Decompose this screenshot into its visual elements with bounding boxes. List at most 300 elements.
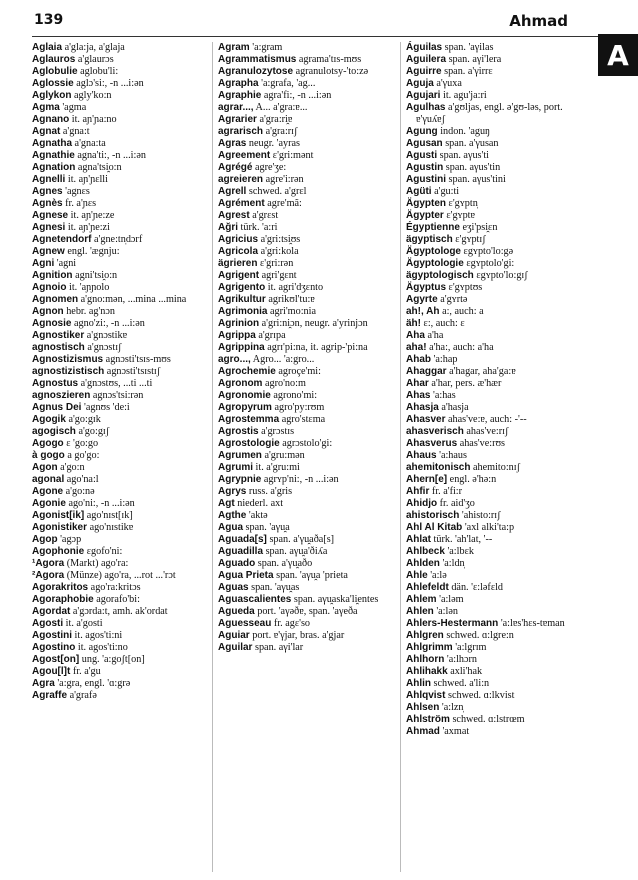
dictionary-entry [218, 126, 393, 138]
dictionary-entry [218, 486, 393, 498]
entry-headword: agnostisch [32, 342, 85, 353]
entry-pronunciation: agra'fi:, -n ...i:ən [261, 90, 332, 101]
dictionary-entry [218, 54, 393, 66]
entry-pronunciation: a'gri:ni̯ɔn, neugr. a'yrinjɔn [259, 318, 368, 329]
entry-headword: agnostizistisch [32, 366, 105, 377]
entry-pronunciation: ago'ra:kritɔs [88, 582, 141, 593]
entry-headword: Agnesi [32, 222, 66, 233]
entry-headword: Agon [32, 462, 58, 473]
entry-pronunciation: a'gra:rɪʃ [263, 126, 298, 137]
dictionary-entry [218, 510, 393, 522]
dictionary-entry [32, 198, 207, 210]
entry-pronunciation: a'grɔstɪs [258, 426, 295, 437]
entry-pronunciation: a'gri:tsi̯ʊs [258, 234, 301, 245]
entry-headword: ahistorisch [406, 510, 460, 521]
dictionary-entry [218, 558, 393, 570]
dictionary-entry [406, 306, 591, 318]
entry-headword: Agnatha [32, 138, 72, 149]
entry-headword: Agronomie [218, 390, 271, 401]
entry-pronunciation: 'a:has [430, 390, 456, 401]
entry-pronunciation: fr. agɛ'so [271, 618, 311, 629]
entry-headword: Agrapha [218, 78, 259, 89]
entry-headword: Agnew [32, 246, 65, 257]
entry-pronunciation: a'gru:mən [261, 450, 305, 461]
dictionary-entry [218, 114, 393, 126]
dictionary-entry [32, 306, 207, 318]
entry-pronunciation: agri'mo:nia [267, 306, 316, 317]
entry-pronunciation: span. 'aγu̯a [243, 522, 290, 533]
entry-pronunciation: axli'hak [447, 666, 483, 677]
entry-headword: Aguada[s] [218, 534, 267, 545]
dictionary-entry [406, 654, 591, 666]
entry-pronunciation: agno'zi:, -n ...i:ən [71, 318, 145, 329]
entry-headword: Agrammatismus [218, 54, 297, 65]
entry-headword: Ahab [406, 354, 431, 365]
entry-headword: Ägypten [406, 198, 446, 209]
dictionary-entry [406, 498, 591, 510]
dictionary-entry [218, 186, 393, 198]
entry-pronunciation: Agro... 'a:gro... [250, 354, 315, 365]
entry-pronunciation: span. 'aγu̯as [248, 582, 300, 593]
entry-pronunciation: span. a'γusan [442, 138, 499, 149]
dictionary-entry [32, 450, 207, 462]
entry-headword: Ahar [406, 378, 429, 389]
entry-pronunciation: a'hagar, aha'ga:ɐ [446, 366, 516, 377]
entry-headword: ah!, Ah [406, 306, 440, 317]
entry-pronunciation: aglɔ'si:, -n ...i:ən [73, 78, 144, 89]
entry-pronunciation: span. aγus'ti [437, 150, 490, 161]
entry-pronunciation: 'axl alki'ta:p [462, 522, 515, 533]
entry-headword: Ahlhorn [406, 654, 445, 665]
entry-headword: Aglobulie [32, 66, 78, 77]
entry-pronunciation: (Markt) ago'ra: [64, 558, 129, 569]
dictionary-entry [32, 222, 207, 234]
dictionary-entry [406, 294, 591, 306]
dictionary-entry [406, 186, 591, 198]
entry-pronunciation: fr. aid'ʒo [437, 498, 475, 509]
dictionary-entry [32, 570, 207, 582]
entry-pronunciation: 'a:lzn̩ [439, 702, 464, 713]
entry-pronunciation: 'a:gram [249, 42, 283, 53]
dictionary-entry [32, 102, 207, 114]
entry-headword: Agung [406, 126, 438, 137]
running-head: Ahmad [509, 12, 568, 30]
entry-headword: Ahlqvist [406, 690, 446, 701]
entry-headword: Agordat [32, 606, 71, 617]
entry-headword: Agnat [32, 126, 61, 137]
entry-headword: Égyptienne [406, 222, 460, 233]
dictionary-entry [406, 402, 591, 414]
dictionary-entry [406, 102, 591, 126]
entry-headword: Agreement [218, 150, 271, 161]
dictionary-entry [218, 546, 393, 558]
entry-headword: Agrégé [218, 162, 253, 173]
dictionary-entry [32, 186, 207, 198]
entry-pronunciation: it. aɲ'ɲe:ze [68, 210, 115, 221]
entry-pronunciation: 'a:grafa, 'ag... [258, 78, 316, 89]
entry-pronunciation: agly'ko:n [71, 90, 112, 101]
entry-pronunciation: agro'stɛma [279, 414, 326, 425]
dictionary-entry [406, 558, 591, 570]
dictionary-entry [406, 390, 591, 402]
entry-pronunciation: 'agɔp [57, 534, 82, 545]
entry-headword: Agrest [218, 210, 250, 221]
entry-pronunciation: 'agma [59, 102, 87, 113]
entry-headword: Agophonie [32, 546, 85, 557]
entry-pronunciation: ɛ 'go:go [63, 438, 99, 449]
entry-pronunciation: a'gne:tn̩dɔrf [91, 234, 143, 245]
entry-pronunciation: schwed. a'grɛl [246, 186, 307, 197]
entry-headword: Agras [218, 138, 247, 149]
entry-pronunciation: agrɔstolo'gi: [279, 438, 333, 449]
entry-pronunciation: A... a'gra:ɐ... [253, 102, 308, 113]
entry-headword: Agraphie [218, 90, 262, 101]
entry-headword: ahasverisch [406, 426, 464, 437]
entry-pronunciation: it. aɲ'ɲa:no [69, 114, 117, 125]
entry-pronunciation: span. aγi'lera [446, 54, 502, 65]
entry-pronunciation: 'a:lɐs'hɛs-tɐman [498, 618, 565, 629]
dictionary-entry [406, 198, 591, 210]
dictionary-entry [32, 402, 207, 414]
entry-headword: Agram [218, 42, 250, 53]
dictionary-entry [32, 414, 207, 426]
entry-headword: Aguiar [218, 630, 250, 641]
dictionary-entry [32, 366, 207, 378]
dictionary-entry [406, 126, 591, 138]
entry-headword: Ägyptologie [406, 258, 464, 269]
entry-headword: Agujari [406, 90, 441, 101]
dictionary-entry [218, 210, 393, 222]
entry-headword: Agrumen [218, 450, 262, 461]
entry-headword: Aglykon [32, 90, 72, 101]
entry-headword: Agnano [32, 114, 70, 125]
dictionary-entry [218, 270, 393, 282]
entry-pronunciation: agrikʊl'tu:ɐ [265, 294, 315, 305]
dictionary-entry [32, 606, 207, 618]
dictionary-entry [218, 498, 393, 510]
dictionary-entry [406, 606, 591, 618]
entry-pronunciation: a'gla:ja, a'glaja [62, 42, 125, 53]
entry-pronunciation: schwed. ɑ:lgre:n [443, 630, 514, 641]
entry-pronunciation: agni'tsi̯o:n [72, 270, 118, 281]
entry-headword: Agoraphobie [32, 594, 94, 605]
entry-headword: Agogik [32, 414, 66, 425]
dictionary-entry [32, 498, 207, 510]
dictionary-entry [406, 90, 591, 102]
page-number: 139 [34, 12, 64, 28]
entry-pronunciation: agre'mã: [264, 198, 302, 209]
entry-pronunciation: span. aγus'tin [443, 162, 501, 173]
entry-pronunciation: niederl. axt [234, 498, 284, 509]
dictionary-entry [406, 414, 591, 426]
entry-headword: Agnelli [32, 174, 66, 185]
dictionary-entry [406, 150, 591, 162]
dictionary-entry [32, 162, 207, 174]
entry-headword: Ägyptus [406, 282, 446, 293]
entry-headword: Agnon [32, 306, 64, 317]
entry-pronunciation: agre'ʒe: [252, 162, 287, 173]
dictionary-entry [218, 390, 393, 402]
entry-pronunciation: 'aktə [246, 510, 268, 521]
entry-pronunciation: 'a:ldn̩ [439, 558, 465, 569]
entry-headword: Agusan [406, 138, 443, 149]
entry-headword: Ahmad [406, 726, 440, 737]
entry-pronunciation: it. agu'ja:ri [440, 90, 487, 101]
entry-pronunciation: agrʏp'ni:, -n ...i:ən [261, 474, 339, 485]
dictionary-entry [406, 162, 591, 174]
entry-pronunciation: ɛgʏpto'lo:gə [461, 246, 514, 257]
dictionary-entry [406, 642, 591, 654]
entry-headword: Aglauros [32, 54, 76, 65]
entry-headword: Agt [218, 498, 235, 509]
entry-headword: Agrigent [218, 270, 260, 281]
entry-pronunciation: 'a:hap [431, 354, 458, 365]
entry-pronunciation: agnɔsti'tsɪstɪʃ [104, 366, 161, 377]
entry-headword: Ahlgren [406, 630, 444, 641]
dictionary-entry [406, 234, 591, 246]
dictionary-entry [32, 54, 207, 66]
entry-pronunciation: türk. 'ah'lat, '-- [431, 534, 493, 545]
dictionary-entry [32, 354, 207, 366]
entry-headword: Ahasver [406, 414, 446, 425]
dictionary-entry [32, 582, 207, 594]
entry-pronunciation: span. a'γu̯aðo [255, 558, 313, 569]
entry-headword: Agnostiker [32, 330, 85, 341]
column-divider [400, 42, 401, 872]
entry-pronunciation: span. aγu̯a'ðiʎa [263, 546, 328, 557]
dictionary-entry [218, 594, 393, 606]
entry-headword: Ahlgrimm [406, 642, 453, 653]
entry-headword: Agulhas [406, 102, 446, 113]
dictionary-entry [32, 78, 207, 90]
entry-headword: ahemitonisch [406, 462, 471, 473]
entry-pronunciation: 'axmat [439, 726, 470, 737]
dictionary-entry [406, 210, 591, 222]
entry-pronunciation: it. agos'ti:ni [72, 630, 123, 641]
dictionary-entry [32, 618, 207, 630]
entry-pronunciation: agrama'tɪs-mʊs [296, 54, 362, 65]
entry-pronunciation: a'go:gɪʃ [75, 426, 110, 437]
entry-pronunciation: a'γuxa [433, 78, 462, 89]
entry-headword: Agost[on] [32, 654, 80, 665]
entry-pronunciation: a'gʏrtə [437, 294, 468, 305]
dictionary-entry [218, 426, 393, 438]
entry-pronunciation: indon. 'aguŋ [437, 126, 491, 137]
dictionary-entry [406, 534, 591, 546]
dictionary-entry [218, 642, 393, 654]
entry-pronunciation: 'a:haus [436, 450, 467, 461]
entry-pronunciation: ahemito:nɪʃ [470, 462, 520, 473]
dictionary-entry [218, 330, 393, 342]
entry-headword: agreieren [218, 174, 264, 185]
entry-pronunciation: a'gnɔstʊs, ...ti ...ti [78, 378, 153, 389]
entry-headword: Ahlem [406, 594, 437, 605]
entry-pronunciation: a'gna:ta [72, 138, 106, 149]
dictionary-entry [406, 594, 591, 606]
entry-pronunciation: 'agnʊs 'de:i [81, 402, 130, 413]
dictionary-entry [32, 642, 207, 654]
entry-pronunciation: a'grɪpa [255, 330, 286, 341]
entry-pronunciation: it. a'gosti [63, 618, 103, 629]
entry-pronunciation: a'go:n [57, 462, 85, 473]
dictionary-entry [32, 138, 207, 150]
entry-headword: Agricola [218, 246, 259, 257]
entry-headword: Ahlin [406, 678, 431, 689]
entry-headword: Agnes [32, 186, 63, 197]
dictionary-entry [32, 594, 207, 606]
entry-headword: à gogo [32, 450, 65, 461]
dictionary-entry [32, 558, 207, 570]
dictionary-entry [406, 42, 591, 54]
entry-pronunciation: ɛgʏpto'lo:gɪʃ [473, 270, 528, 281]
dictionary-entry [218, 582, 393, 594]
dictionary-entry [32, 270, 207, 282]
dictionary-column-2 [218, 42, 393, 654]
entry-pronunciation: span. a'γirrɛ [441, 66, 493, 77]
dictionary-entry [32, 90, 207, 102]
dictionary-entry [32, 522, 207, 534]
entry-pronunciation: it. aɲ'ɲɛlli [65, 174, 108, 185]
entry-pronunciation: a'hasja [438, 402, 469, 413]
dictionary-entry [406, 378, 591, 390]
dictionary-entry [406, 54, 591, 66]
dictionary-entry [32, 690, 207, 702]
entry-headword: Ağri [218, 222, 238, 233]
entry-pronunciation: engl. ə'hə:n [447, 474, 497, 485]
entry-pronunciation: 'a:lə [427, 570, 447, 581]
entry-pronunciation: ɛ'gʏptn̩ [446, 198, 478, 209]
dictionary-entry [32, 126, 207, 138]
entry-pronunciation: fr. a'ɲɛs [62, 198, 97, 209]
entry-headword: Agrippina [218, 342, 265, 353]
entry-headword: Agnus Dei [32, 402, 82, 413]
entry-headword: Ägypter [406, 210, 444, 221]
entry-pronunciation: span. a'γu̯aða[s] [266, 534, 335, 545]
entry-headword: Águilas [406, 42, 443, 53]
entry-pronunciation: a'gnɔstikɐ [84, 330, 128, 341]
dictionary-entry [218, 318, 393, 330]
entry-headword: Agnomen [32, 294, 79, 305]
entry-pronunciation: a'gra:ri̯ɐ [256, 114, 293, 125]
letter-thumb-tab: A [598, 34, 638, 76]
dictionary-column-1 [32, 42, 207, 702]
entry-pronunciation: engl. 'ægnju: [64, 246, 120, 257]
dictionary-entry [218, 414, 393, 426]
entry-headword: Ahlström [406, 714, 450, 725]
entry-pronunciation: agnɔs'tsi:rən [90, 390, 144, 401]
entry-pronunciation: it. agri'dʒɛnto [265, 282, 324, 293]
dictionary-entry [32, 342, 207, 354]
dictionary-entry [406, 714, 591, 726]
entry-pronunciation: schwed. a'li:n [431, 678, 490, 689]
entry-headword: Agra [32, 678, 55, 689]
entry-headword: Agricius [218, 234, 259, 245]
entry-pronunciation: agna'ti:, -n ...i:ən [74, 150, 146, 161]
entry-pronunciation: ago'nɪstikɐ [87, 522, 134, 533]
dictionary-entry [406, 354, 591, 366]
entry-headword: Agrochemie [218, 366, 276, 377]
column-divider [212, 42, 213, 872]
dictionary-entry [406, 522, 591, 534]
dictionary-entry [406, 366, 591, 378]
dictionary-entry [218, 138, 393, 150]
dictionary-entry [406, 726, 591, 738]
entry-headword: agnoszieren [32, 390, 91, 401]
entry-pronunciation: hebr. ag'nɔn [63, 306, 115, 317]
dictionary-entry [32, 210, 207, 222]
entry-pronunciation: 'agnɛs [62, 186, 90, 197]
dictionary-entry [218, 462, 393, 474]
entry-pronunciation: a'gno:mən, ...mina ...mina [78, 294, 187, 305]
entry-pronunciation: a'har, pers. æ'hær [428, 378, 502, 389]
entry-headword: Ahlers-Hestermann [406, 618, 499, 629]
entry-pronunciation: a'grɛst [249, 210, 279, 221]
entry-headword: Ahern[e] [406, 474, 448, 485]
entry-headword: Ägyptologe [406, 246, 461, 257]
entry-headword: Aguilar [218, 642, 253, 653]
entry-headword: Agranulozytose [218, 66, 294, 77]
dictionary-entry [32, 318, 207, 330]
entry-headword: ägrieren [218, 258, 258, 269]
entry-headword: Agraffe [32, 690, 68, 701]
dictionary-entry [32, 426, 207, 438]
entry-pronunciation: agri'gɛnt [259, 270, 297, 281]
dictionary-entry [32, 666, 207, 678]
entry-pronunciation: a'gɔrda:t, amh. ak'ordat [70, 606, 168, 617]
entry-pronunciation: agorafo'bi: [93, 594, 140, 605]
dictionary-entry [32, 330, 207, 342]
dictionary-entry [218, 162, 393, 174]
entry-pronunciation: dän. 'ɛ:ləfɛld [448, 582, 504, 593]
entry-pronunciation: 'a:ləm [436, 594, 464, 605]
entry-pronunciation: it. 'aɲɲolo [66, 282, 110, 293]
entry-headword: Agrippa [218, 330, 256, 341]
entry-pronunciation: 'a:lbɛk [444, 546, 474, 557]
entry-headword: Agrimonia [218, 306, 268, 317]
entry-headword: Agrostemma [218, 414, 280, 425]
entry-headword: Ahlihakk [406, 666, 448, 677]
entry-pronunciation: a'glaurɔs [75, 54, 114, 65]
entry-pronunciation: span. aγi'lar [252, 642, 304, 653]
entry-pronunciation: neugr. 'ayras [246, 138, 300, 149]
entry-pronunciation: aglobu'li: [77, 66, 119, 77]
entry-headword: Agnese [32, 210, 69, 221]
entry-pronunciation: a'gu:ti [431, 186, 460, 197]
entry-headword: Agrément [218, 198, 265, 209]
dictionary-entry [218, 366, 393, 378]
entry-headword: Aguascalientes [218, 594, 292, 605]
entry-pronunciation: a go'go: [64, 450, 100, 461]
dictionary-entry [32, 174, 207, 186]
entry-headword: agrar..., [218, 102, 254, 113]
dictionary-entry [32, 282, 207, 294]
entry-pronunciation: fr. a'gu [70, 666, 101, 677]
dictionary-entry [406, 78, 591, 90]
entry-pronunciation: a'gri:kola [258, 246, 299, 257]
dictionary-entry [218, 450, 393, 462]
dictionary-entry [32, 462, 207, 474]
entry-headword: Agnès [32, 198, 63, 209]
dictionary-entry [406, 450, 591, 462]
entry-pronunciation: ɛgofo'ni: [84, 546, 123, 557]
entry-headword: Agusti [406, 150, 438, 161]
dictionary-entry [406, 330, 591, 342]
entry-headword: Ahlsen [406, 702, 440, 713]
dictionary-entry [406, 486, 591, 498]
entry-headword: Ahfir [406, 486, 430, 497]
entry-headword: Agostino [32, 642, 76, 653]
entry-headword: Aguilera [406, 54, 447, 65]
